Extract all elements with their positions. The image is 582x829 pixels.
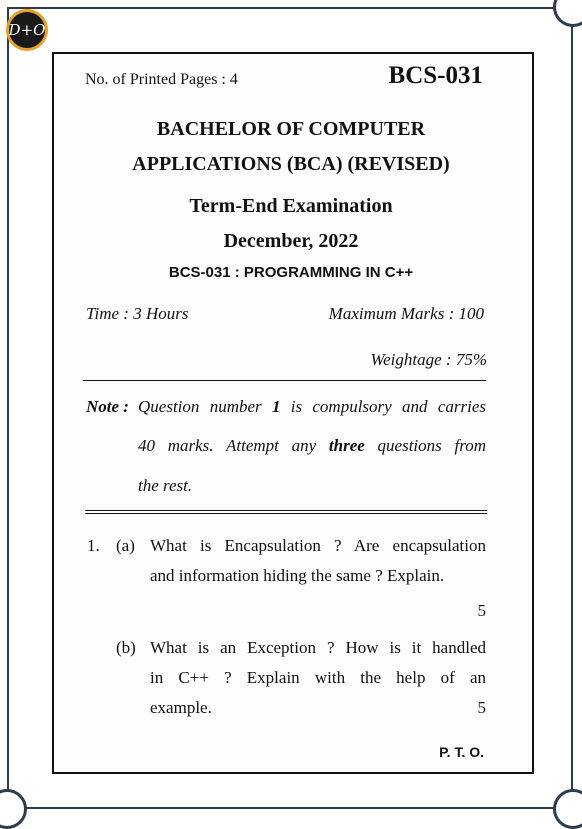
program-title-line1: BACHELOR OF COMPUTER (156, 118, 426, 140)
exam-title: Term-End Examination (189, 195, 393, 217)
subquestion-label: (a) (116, 536, 135, 555)
course-code: BCS-031 (388, 62, 483, 89)
subquestion-label: (b) (116, 638, 136, 657)
question-text: example. (150, 698, 212, 717)
pto-label: P. T. O. (439, 744, 484, 760)
question-number: 1. (87, 536, 100, 555)
note-line: the rest. (138, 476, 193, 495)
exam-date: December, 2022 (223, 230, 359, 252)
question-text: and information hiding the same ? Explain. (150, 566, 445, 585)
question-text: in C++ ? Explain with the help of an (150, 668, 486, 687)
divider (83, 380, 486, 381)
maximum-marks: Maximum Marks : 100 (328, 304, 484, 323)
time-allowed: Time : 3 Hours (86, 304, 189, 323)
corner-ornament (553, 0, 582, 27)
logo-icon: D+O (6, 9, 48, 51)
corner-ornament (553, 789, 582, 829)
question-text: What is an Exception ? How is it handled (150, 638, 486, 657)
weightage: Weightage : 75% (370, 350, 487, 369)
course-title: BCS-031 : PROGRAMMING IN C++ (168, 264, 414, 281)
double-divider (85, 510, 487, 514)
question-marks: 5 (477, 698, 486, 717)
printed-pages: No. of Printed Pages : 4 (85, 71, 238, 88)
question-text: What is Encapsulation ? Are encapsulation (150, 536, 486, 555)
question-marks: 5 (477, 601, 486, 620)
note-label: Note : (86, 397, 129, 416)
corner-ornament (0, 789, 27, 829)
note-line: 40 marks. Attempt any three questions from (138, 436, 486, 455)
note-line: Question number 1 is compulsory and carries (138, 397, 486, 416)
program-title-line2: APPLICATIONS (BCA) (REVISED) (132, 153, 450, 175)
